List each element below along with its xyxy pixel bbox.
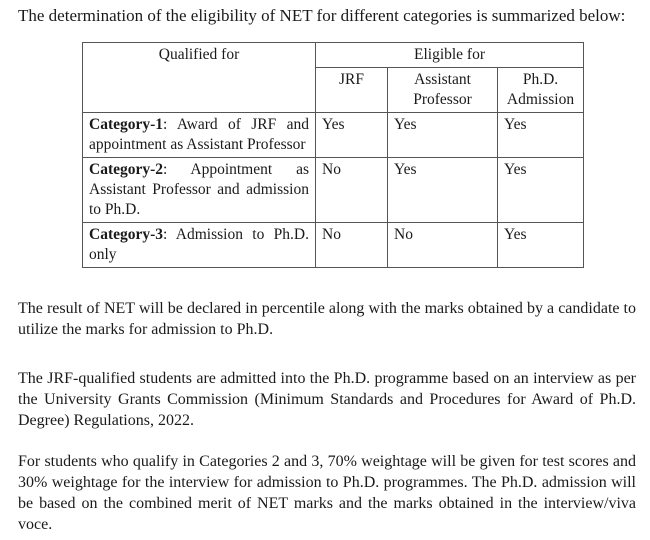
- category-description: : Appointment as Assistant Professor and admission to Ph.D.: [89, 161, 309, 218]
- category-label: Category-1: [89, 116, 164, 133]
- assistant-professor-value: Yes: [388, 113, 498, 158]
- qualified-for-header: Qualified for: [83, 43, 316, 113]
- category-cell: [83, 223, 316, 268]
- weightage-paragraph: For students who qualify in Categories 2 and 3, 70% weightage will be given for test scores and 30% weightage for the interview for admission to Ph.D. programmes. The Ph.D. admission will be based on the combined merit of NET marks and the marks obtained in the interview/viva voce.: [18, 453, 636, 533]
- phd-admission-value: Yes: [498, 223, 584, 268]
- category-description: : Award of JRF and appointment as Assistant Professor: [89, 116, 309, 153]
- eligibility-table: [82, 42, 584, 268]
- table-row: [83, 223, 584, 268]
- phd-admission-column-header: Ph.D. Admission: [498, 68, 584, 113]
- assistant-professor-value: Yes: [388, 158, 498, 223]
- category-cell: [83, 158, 316, 223]
- jrf-admission-paragraph: The JRF-qualified students are admitted into the Ph.D. programme based on an interview as per the University Grants Commission (Minimum Standards and Procedures for Award of Ph.D. Degree) Regulations, 2022.: [18, 370, 636, 429]
- category-cell: [83, 113, 316, 158]
- category-description: : Admission to Ph.D. only: [89, 226, 309, 263]
- jrf-value: No: [316, 158, 388, 223]
- percentile-result-paragraph: The result of NET will be declared in percentile along with the marks obtained by a candidate to utilize the marks for admission to Ph.D.: [18, 300, 636, 338]
- assistant-professor-column-header: Assistant Professor: [388, 68, 498, 113]
- phd-admission-value: Yes: [498, 158, 584, 223]
- intro-text: The determination of the eligibility of NET for different categories is summarized below:: [18, 6, 626, 25]
- category-label: Category-2: [89, 161, 164, 178]
- jrf-value: No: [316, 223, 388, 268]
- table-row: [83, 113, 584, 158]
- phd-admission-value: Yes: [498, 113, 584, 158]
- jrf-value: Yes: [316, 113, 388, 158]
- category-label: Category-3: [89, 226, 164, 243]
- eligible-for-header: Eligible for: [316, 43, 584, 68]
- table-header-row: [83, 43, 584, 68]
- assistant-professor-value: No: [388, 223, 498, 268]
- table-row: [83, 158, 584, 223]
- jrf-column-header: JRF: [316, 68, 388, 113]
